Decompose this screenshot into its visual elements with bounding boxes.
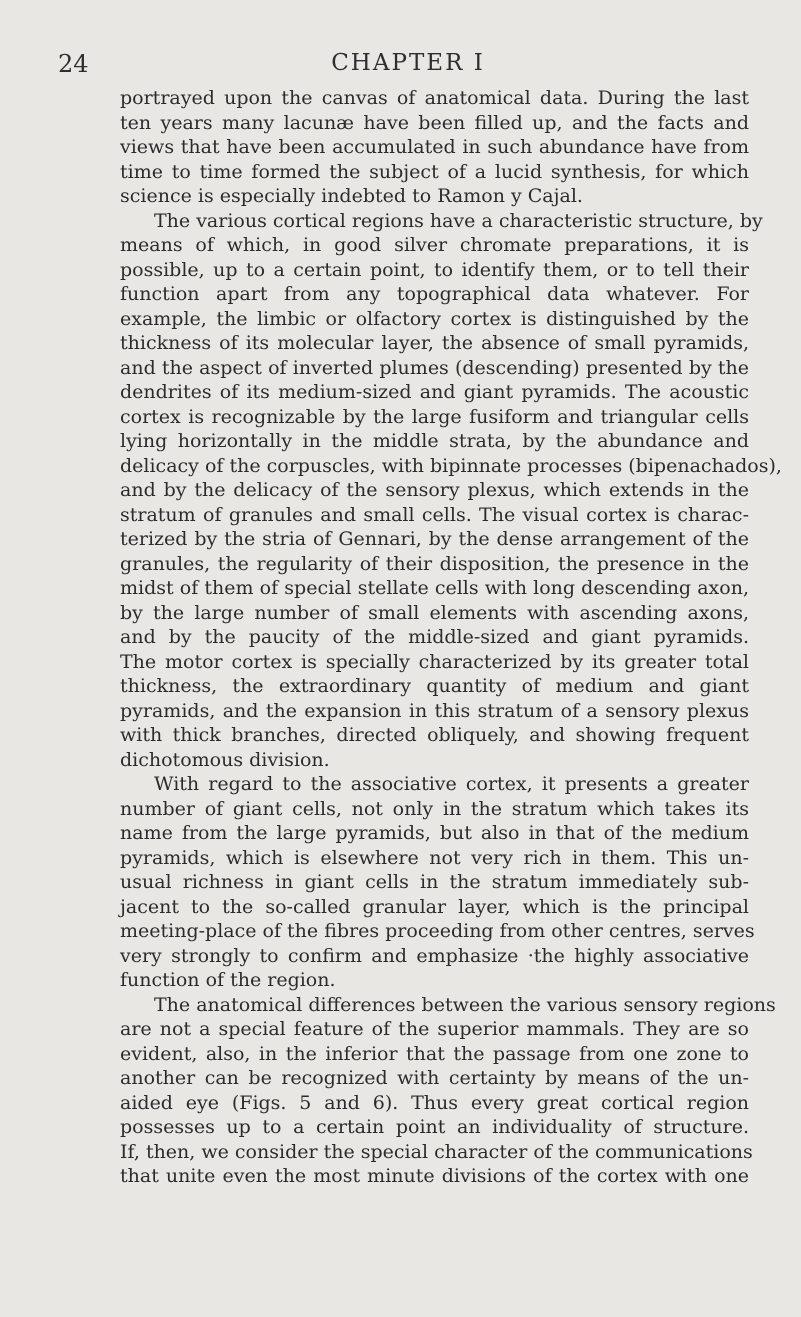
text-line: are not a special feature of the superior mammals. They are so [120,1018,749,1040]
text-line: portrayed upon the canvas of anatomical data. During the last [120,87,749,109]
page-number: 24 [58,50,89,78]
text-line: science is especially indebted to Ramon y Cajal. [120,185,583,207]
text-line: very strongly to confirm and emphasize ·the highly associative [120,944,749,967]
text-line: cortex is recognizable by the large fusiform and triangular cells [120,405,749,428]
text-line: usual richness in giant cells in the stratum immediately sub- [120,871,749,893]
text-line: dichotomous division. [120,748,330,771]
text-line: and by the delicacy of the sensory plexus, which extends in the [120,479,749,501]
text-line: jacent to the so-called granular layer, which is the principal [120,895,749,918]
text-line: possesses up to a certain point an individuality of structure. [120,1116,749,1138]
text-line: pyramids, and the expansion in this stratum of a sensory plexus [120,699,749,722]
text-line: time to time formed the subject of a lucid synthesis, for which [120,160,749,183]
text-line: delicacy of the corpuscles, with bipinnate processes (bipenachados), [120,454,782,477]
text-line: and by the paucity of the middle-sized and giant pyramids. [120,626,749,648]
text-line: The anatomical differences between the various sensory regions [154,993,776,1016]
text-line: by the large number of small elements with ascending axons, [120,601,749,624]
text-line: meeting-place of the fibres proceeding from other centres, serves [120,920,755,942]
body-text [120,86,782,1189]
text-line: lying horizontally in the middle strata, by the abundance and [120,430,749,452]
text-line: views that have been accumulated in such abundance have from [120,136,749,158]
text-line: example, the limbic or olfactory cortex is distinguished by the [120,307,749,330]
text-line: evident, also, in the inferior that the passage from one zone to [120,1042,749,1065]
text-line: and the aspect of inverted plumes (descending) presented by the [120,356,749,379]
text-line: pyramids, which is elsewhere not very rich in them. This un- [120,846,749,869]
text-line: ten years many lacunæ have been filled up, and the facts and [120,111,749,134]
text-line: that unite even the most minute divisions of the cortex with one [120,1165,749,1187]
running-head: CHAPTER I [331,50,485,76]
text-line: aided eye (Figs. 5 and 6). Thus every great cortical region [120,1091,749,1114]
text-line: with thick branches, directed obliquely, and showing frequent [120,724,749,746]
text-line: thickness, the extraordinary quantity of medium and giant [120,675,749,697]
page-header [58,50,758,80]
text-line: midst of them of special stellate cells with long descending axon, [120,577,749,599]
text-line: function of the region. [120,969,336,991]
text-line: means of which, in good silver chromate preparations, it is [120,234,749,256]
text-line: If, then, we consider the special character of the communications [120,1140,753,1163]
text-line: another can be recognized with certainty by means of the un- [120,1067,749,1089]
text-line: The motor cortex is specially characterized by its greater total [120,650,749,673]
text-line: granules, the regularity of their disposition, the presence in the [120,552,749,575]
text-line: function apart from any topographical data whatever. For [120,283,749,305]
text-line: number of giant cells, not only in the stratum which takes its [120,797,749,820]
text-line: name from the large pyramids, but also in that of the medium [120,822,749,844]
text-line: The various cortical regions have a characteristic structure, by [154,209,763,232]
text-line: thickness of its molecular layer, the absence of small pyramids, [120,332,749,354]
text-line: terized by the stria of Gennari, by the dense arrangement of the [120,528,749,550]
text-line: stratum of granules and small cells. The visual cortex is charac- [120,503,749,526]
text-line: With regard to the associative cortex, it presents a greater [154,773,749,795]
text-line: possible, up to a certain point, to identify them, or to tell their [120,258,749,281]
text-line: dendrites of its medium-sized and giant pyramids. The acoustic [120,381,749,403]
